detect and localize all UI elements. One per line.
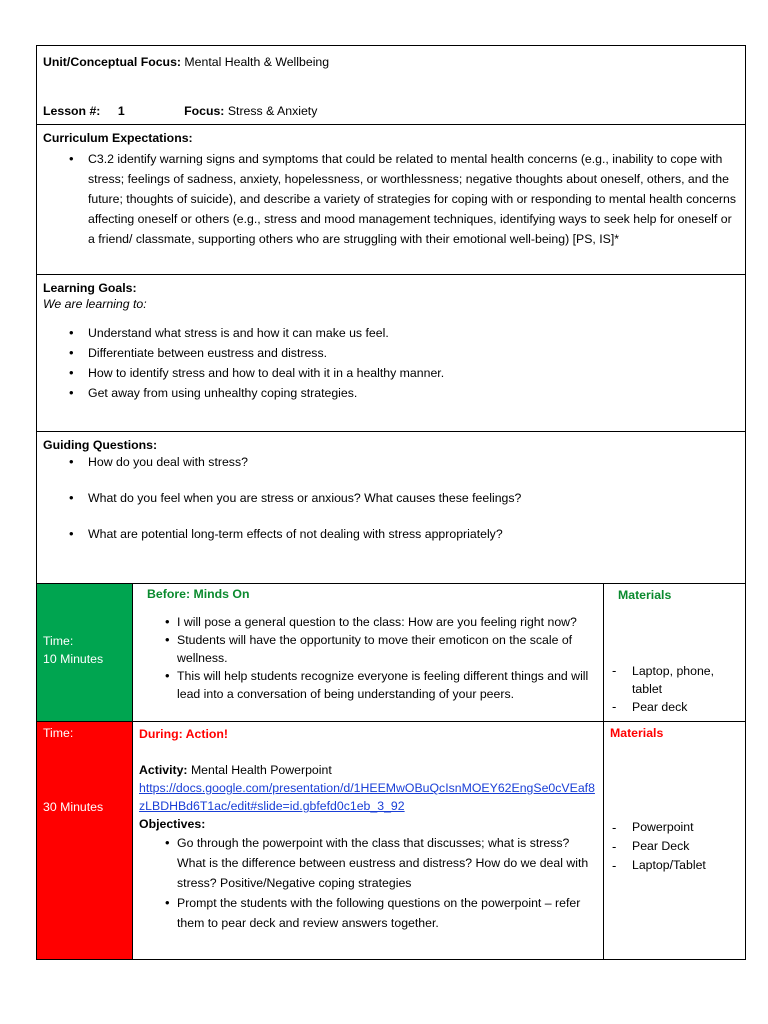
curriculum-item: • C3.2 identify warning signs and symptoms that could be related to mental health concerns (e.g., inability to cope with stress; feelings of sadness, anxiety, hopelessness, or worthlessness; negative thoughts about oneself, others, and the future; thoughts of suicide), and describe a variety of strategies for coping with or responding to mental health concerns affecting oneself or others (e.g., stress and mood management techniques, identifying ways to seek help for oneself or a friend/ classmate, supporting others who are struggling with their emotional well-being) [PS, IS]*: [43, 149, 739, 249]
guiding-question-item: • How do you deal with stress?: [43, 452, 739, 472]
during-materials-cell: [604, 722, 745, 959]
learning-goals-subtitle: We are learning to:: [43, 297, 147, 311]
header-section: [36, 45, 746, 124]
guiding-question-item: • What do you feel when you are stress or anxious? What causes these feelings?: [43, 488, 739, 508]
activity-label: Activity:: [139, 763, 188, 777]
before-title: Before: Minds On: [147, 587, 250, 601]
learning-goal-item: • Differentiate between eustress and distress.: [43, 343, 739, 363]
objectives-label: Objectives:: [139, 817, 206, 831]
during-item: • Prompt the students with the following questions on the powerpoint – refer them to pear deck and review answers together.: [139, 893, 597, 933]
unit-value: Mental Health & Wellbeing: [184, 55, 330, 69]
lesson-label: Lesson #:: [43, 104, 101, 118]
lesson-number: 1: [117, 104, 125, 118]
during-list: [139, 833, 597, 933]
learning-goals-section: [36, 274, 746, 431]
lesson-line: [43, 104, 317, 118]
during-materials-title: Materials: [610, 726, 664, 740]
before-time-value: 10 Minutes: [43, 652, 104, 666]
guiding-questions-list: [43, 452, 739, 544]
during-material-item: - Powerpoint: [604, 818, 744, 837]
unit-line: [43, 55, 329, 69]
during-content-cell: [133, 722, 604, 959]
during-materials-list: [604, 818, 744, 875]
before-list: [139, 613, 597, 703]
learning-goal-item: • How to identify stress and how to deal with it in a healthy manner.: [43, 363, 739, 383]
before-material-item: - Pear deck: [604, 698, 744, 716]
during-title: During: Action!: [139, 727, 229, 741]
guiding-questions-title: Guiding Questions:: [43, 438, 158, 452]
focus-value: Stress & Anxiety: [227, 104, 318, 118]
before-item: • I will pose a general question to the class: How are you feeling right now?: [139, 613, 597, 631]
before-time-label: Time:: [43, 634, 74, 648]
during-time-value: 30 Minutes: [43, 800, 104, 814]
before-item: • Students will have the opportunity to move their emoticon on the scale of wellness.: [139, 631, 597, 667]
during-time-cell: [37, 722, 133, 959]
learning-goal-item: • Get away from using unhealthy coping strategies.: [43, 383, 739, 403]
before-content-cell: [133, 584, 604, 721]
before-time-cell: [37, 584, 133, 721]
activity-value: Mental Health Powerpoint: [190, 763, 332, 777]
learning-goals-list: [43, 323, 739, 403]
before-material-item: - Laptop, phone, tablet: [604, 662, 744, 698]
guiding-questions-section: [36, 431, 746, 583]
during-time-label: Time:: [43, 726, 74, 740]
before-item: • This will help students recognize everyone is feeling different things and will lead into a conversation of being understanding of your peers.: [139, 667, 597, 703]
learning-goals-title: Learning Goals:: [43, 281, 137, 295]
activity-line: [139, 761, 597, 779]
during-item: • Go through the powerpoint with the class that discusses; what is stress? What is the difference between eustress and distress? How do we deal with stress? Positive/Negative coping strategies: [139, 833, 597, 893]
curriculum-title: Curriculum Expectations:: [43, 131, 193, 145]
before-materials-title: Materials: [618, 588, 672, 602]
curriculum-section: [36, 124, 746, 274]
lesson-plan-document: [36, 45, 746, 960]
before-materials-cell: [604, 584, 745, 721]
unit-label: Unit/Conceptual Focus:: [43, 55, 181, 69]
before-section: [36, 583, 746, 721]
during-material-item: - Pear Deck: [604, 837, 744, 856]
before-materials-list: [604, 662, 744, 716]
powerpoint-link[interactable]: https://docs.google.com/presentation/d/1HEEMwOBuQcIsnMOEY62EngSe0cVEaf8zLBDHBd6T1ac/edit#slide=id.gbfefd0c1eb_3_92: [139, 781, 595, 813]
focus-label: Focus:: [184, 104, 225, 118]
during-section: [36, 721, 746, 960]
learning-goal-item: • Understand what stress is and how it can make us feel.: [43, 323, 739, 343]
guiding-question-item: • What are potential long-term effects of not dealing with stress appropriately?: [43, 524, 739, 544]
curriculum-list: [43, 149, 739, 249]
during-material-item: - Laptop/Tablet: [604, 856, 744, 875]
